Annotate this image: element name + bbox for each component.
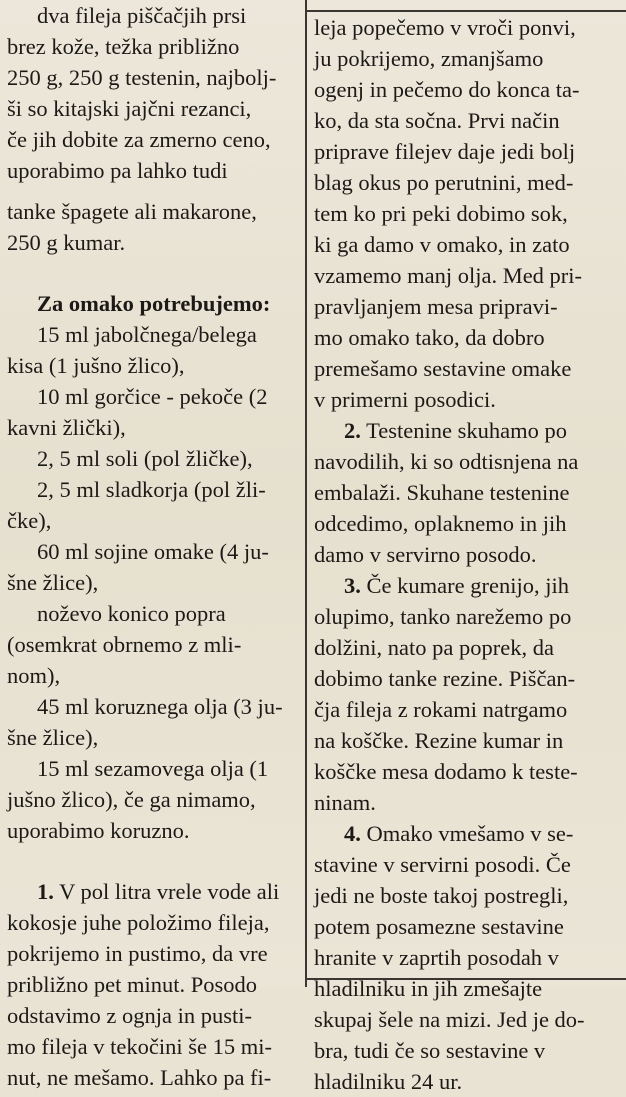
step-line: dobimo tanke rezine. Piščan- — [314, 666, 576, 691]
ingredient-line: 60 ml sojine omake (4 ju- — [37, 539, 269, 564]
ingredient-line: nom), — [7, 663, 61, 688]
step-line: damo v servirno posodo. — [314, 542, 537, 567]
intro-line: brez kože, težka približno — [7, 34, 240, 59]
step-first-line — [314, 570, 620, 601]
step-line: mo omako tako, da dobro — [314, 325, 545, 350]
ingredient-line: jušno žlico), če ga nimamo, — [7, 787, 256, 812]
step-line: koščke mesa dodamo k teste- — [314, 759, 578, 784]
step-line: odstavimo z ognja in pusti- — [7, 1003, 252, 1028]
intro-paragraph — [0, 0, 300, 258]
left-column — [0, 0, 300, 1090]
step-line: hranite v zaprtih posodah v — [314, 945, 559, 970]
ingredient-line: 2, 5 ml soli (pol žličke), — [37, 446, 253, 471]
step-line: priprave filejev daje jedi bolj — [314, 139, 576, 164]
step-line: hladilniku in jih zmešajte — [314, 976, 543, 1001]
step-line: bra, tudi če so sestavine v — [314, 1038, 546, 1063]
step-line: ju pokrijemo, zmanjšamo — [314, 46, 544, 71]
step-line: hladilniku 24 ur. — [314, 1069, 463, 1094]
step-1-continued — [314, 12, 620, 415]
ingredient-line: šne žlice), — [7, 570, 99, 595]
step-first-line — [314, 415, 620, 446]
intro-line: 250 g, 250 g testenin, najbolj- — [7, 65, 277, 90]
column-divider — [305, 0, 307, 987]
step-line: čja fileja z rokami natrgamo — [314, 697, 568, 722]
step-line: kokosje juhe položimo fileja, — [7, 910, 270, 935]
intro-line: tanke špagete ali makarone, — [7, 199, 257, 224]
step-line: odcedimo, oplaknemo in jih — [314, 511, 567, 536]
step-line: pravljanjem mesa pripravi- — [314, 294, 558, 319]
step-line: vzamemo manj olja. Med pri- — [314, 263, 583, 288]
step-text: Omako vmešamo v se- — [366, 821, 574, 846]
ingredient-line: uporabimo koruzno. — [7, 818, 190, 843]
ingredient-line: kisa (1 jušno žlico), — [7, 353, 185, 378]
ingredient-line: noževo konico popra — [37, 601, 226, 626]
step-line: tem ko pri peki dobimo sok, — [314, 201, 568, 226]
step-line: olupimo, tanko narežemo po — [314, 604, 572, 629]
ingredient-line: 45 ml koruznega olja (3 ju- — [37, 694, 283, 719]
ingredient-line: čke), — [7, 508, 52, 533]
step-4 — [314, 818, 620, 1097]
step-line: pokrijemo in pustimo, da vre — [7, 941, 268, 966]
step-3 — [314, 570, 620, 818]
step-line: stavine v servirni posodi. Če — [314, 852, 571, 877]
step-line: na koščke. Rezine kumar in — [314, 728, 564, 753]
ingredient-line: 15 ml sezamovega olja (1 — [37, 756, 269, 781]
step-line: potem posamezne sestavine — [314, 914, 564, 939]
step-1 — [0, 876, 300, 1093]
step-line: dolžini, nato pa poprek, da — [314, 635, 554, 660]
step-line: ko, da sta sočna. Prvi način — [314, 108, 560, 133]
step-text: Testenine skuhamo po — [366, 418, 567, 443]
step-number: 1. — [37, 879, 54, 904]
step-2 — [314, 415, 620, 570]
right-column — [314, 0, 620, 1094]
ingredient-line: 2, 5 ml sladkorja (pol žli- — [37, 477, 266, 502]
ingredient-line: šne žlice), — [7, 725, 99, 750]
sauce-heading: Za omako potrebujemo: — [37, 291, 271, 316]
intro-line: uporabimo pa lahko tudi — [7, 158, 228, 183]
step-line: ninam. — [314, 790, 376, 815]
step-first-line — [7, 876, 300, 907]
step-line: v primerni posodici. — [314, 387, 496, 412]
step-number: 3. — [344, 573, 361, 598]
step-line: skupaj šele na mizi. Jed je do- — [314, 1007, 585, 1032]
ingredient-line: (osemkrat obrnemo z mli- — [7, 632, 242, 657]
intro-line: 250 g kumar. — [7, 230, 126, 255]
step-number: 4. — [344, 821, 361, 846]
step-line: embalaži. Skuhane testenine — [314, 480, 570, 505]
step-line: ogenj in pečemo do konca ta- — [314, 77, 580, 102]
step-text: Če kumare grenijo, jih — [366, 573, 569, 598]
step-line: blag okus po perutnini, med- — [314, 170, 574, 195]
ingredient-line: 10 ml gorčice - pekoče (2 — [37, 384, 268, 409]
step-line: mo fileja v tekočini še 15 mi- — [7, 1034, 272, 1059]
ingredient-line: kavni žlički), — [7, 415, 126, 440]
step-number: 2. — [344, 418, 361, 443]
step-line: leja popečemo v vroči ponvi, — [314, 15, 576, 40]
intro-line: dva fileja piščačjih prsi — [37, 3, 247, 28]
step-line: ki ga damo v omako, in zato — [314, 232, 570, 257]
ingredient-line: 15 ml jabolčnega/belega — [37, 322, 257, 347]
step-line: premešamo sestavine omake — [314, 356, 572, 381]
intro-line: ši so kitajski jajčni rezanci, — [7, 96, 252, 121]
intro-line: če jih dobite za zmerno ceno, — [7, 127, 271, 152]
step-line: jedi ne boste takoj postregli, — [314, 883, 569, 908]
step-line: nut, ne mešamo. Lahko pa fi- — [7, 1065, 272, 1090]
sauce-ingredients — [0, 288, 300, 846]
step-first-line — [314, 818, 620, 849]
step-line: navodilih, ki so odtisnjena na — [314, 449, 579, 474]
step-line: približno pet minut. Posodo — [7, 972, 257, 997]
step-text: V pol litra vrele vode ali — [59, 879, 280, 904]
